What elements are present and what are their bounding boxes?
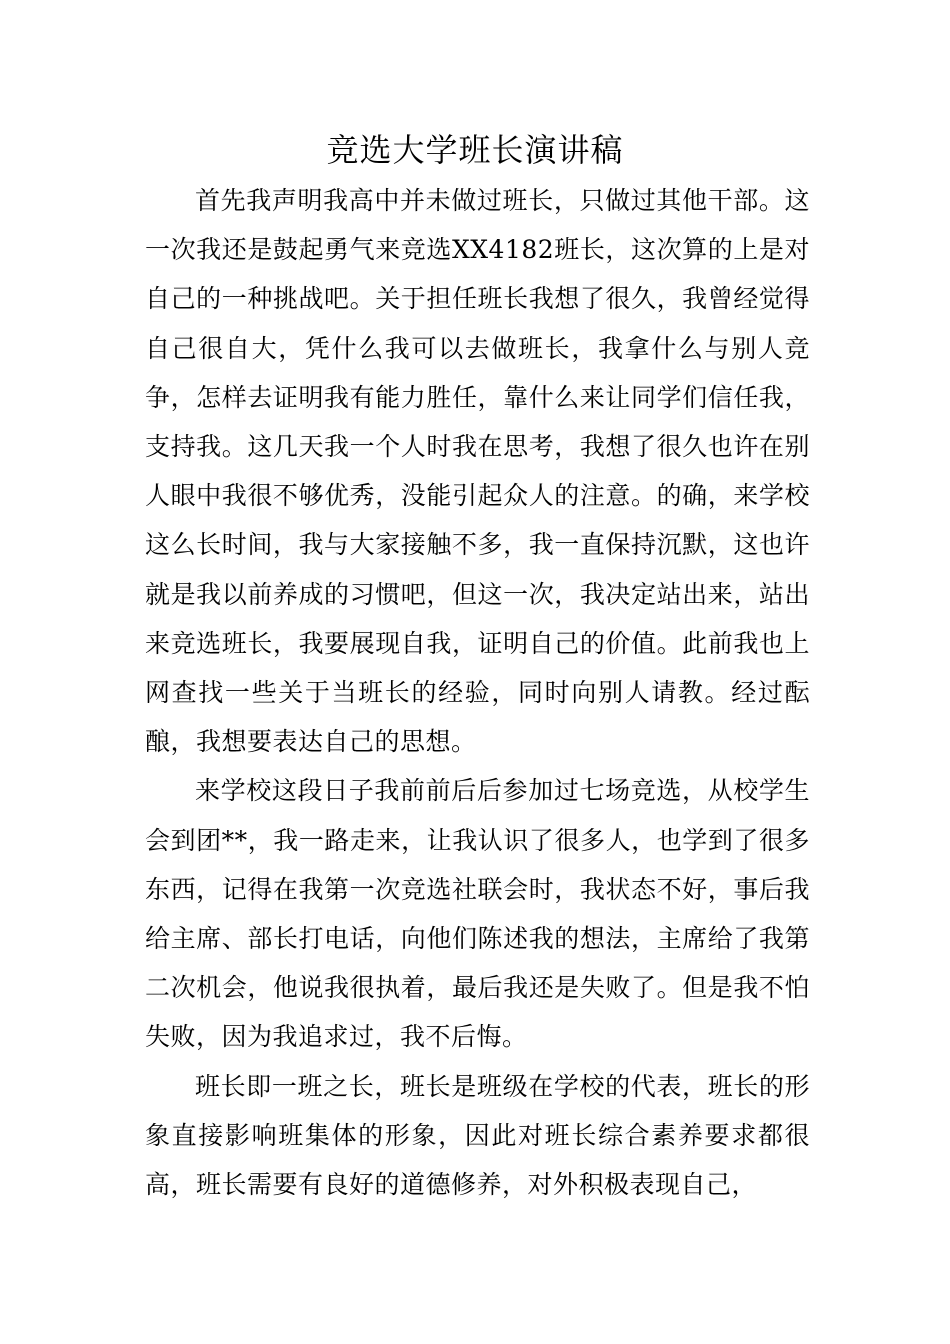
paragraph-1: 首先我声明我高中并未做过班长，只做过其他干部。这一次我还是鼓起勇气来竞选XX4182班长，这次算的上是对自己的一种挑战吧。关于担任班长我想了很久，我曾经觉得自己很自大，凭什么我可以去做班长，我拿什么与别人竞争，怎样去证明我有能力胜任，靠什么来让同学们信任我，支持我。这几天我一个人时我在思考，我想了很久也许在别人眼中我很不够优秀，没能引起众人的注意。的确，来学校这么长时间，我与大家接触不多，我一直保持沉默，这也许就是我以前养成的习惯吧，但这一次，我决定站出来，站出来竞选班长，我要展现自我，证明自己的价值。此前我也上网查找一些关于当班长的经验，同时向别人请教。经过酝酿，我想要表达自己的思想。: [145, 186, 810, 757]
paragraph-2: 来学校这段日子我前前后后参加过七场竞选，从校学生会到团**，我一路走来，让我认识了很多人，也学到了很多东西，记得在我第一次竞选社联会时，我状态不好，事后我给主席、部长打电话，向他们陈述我的想法，主席给了我第二次机会，他说我很执着，最后我还是失败了。但是我不怕失败，因为我追求过，我不后悔。: [145, 776, 810, 1052]
paragraph-3: 班长即一班之长，班长是班级在学校的代表，班长的形象直接影响班集体的形象，因此对班长综合素养要求都很高，班长需要有良好的道德修养，对外积极表现自己，: [145, 1071, 810, 1200]
document-title: 竞选大学班长演讲稿: [326, 131, 624, 169]
document-body: [145, 176, 810, 1209]
